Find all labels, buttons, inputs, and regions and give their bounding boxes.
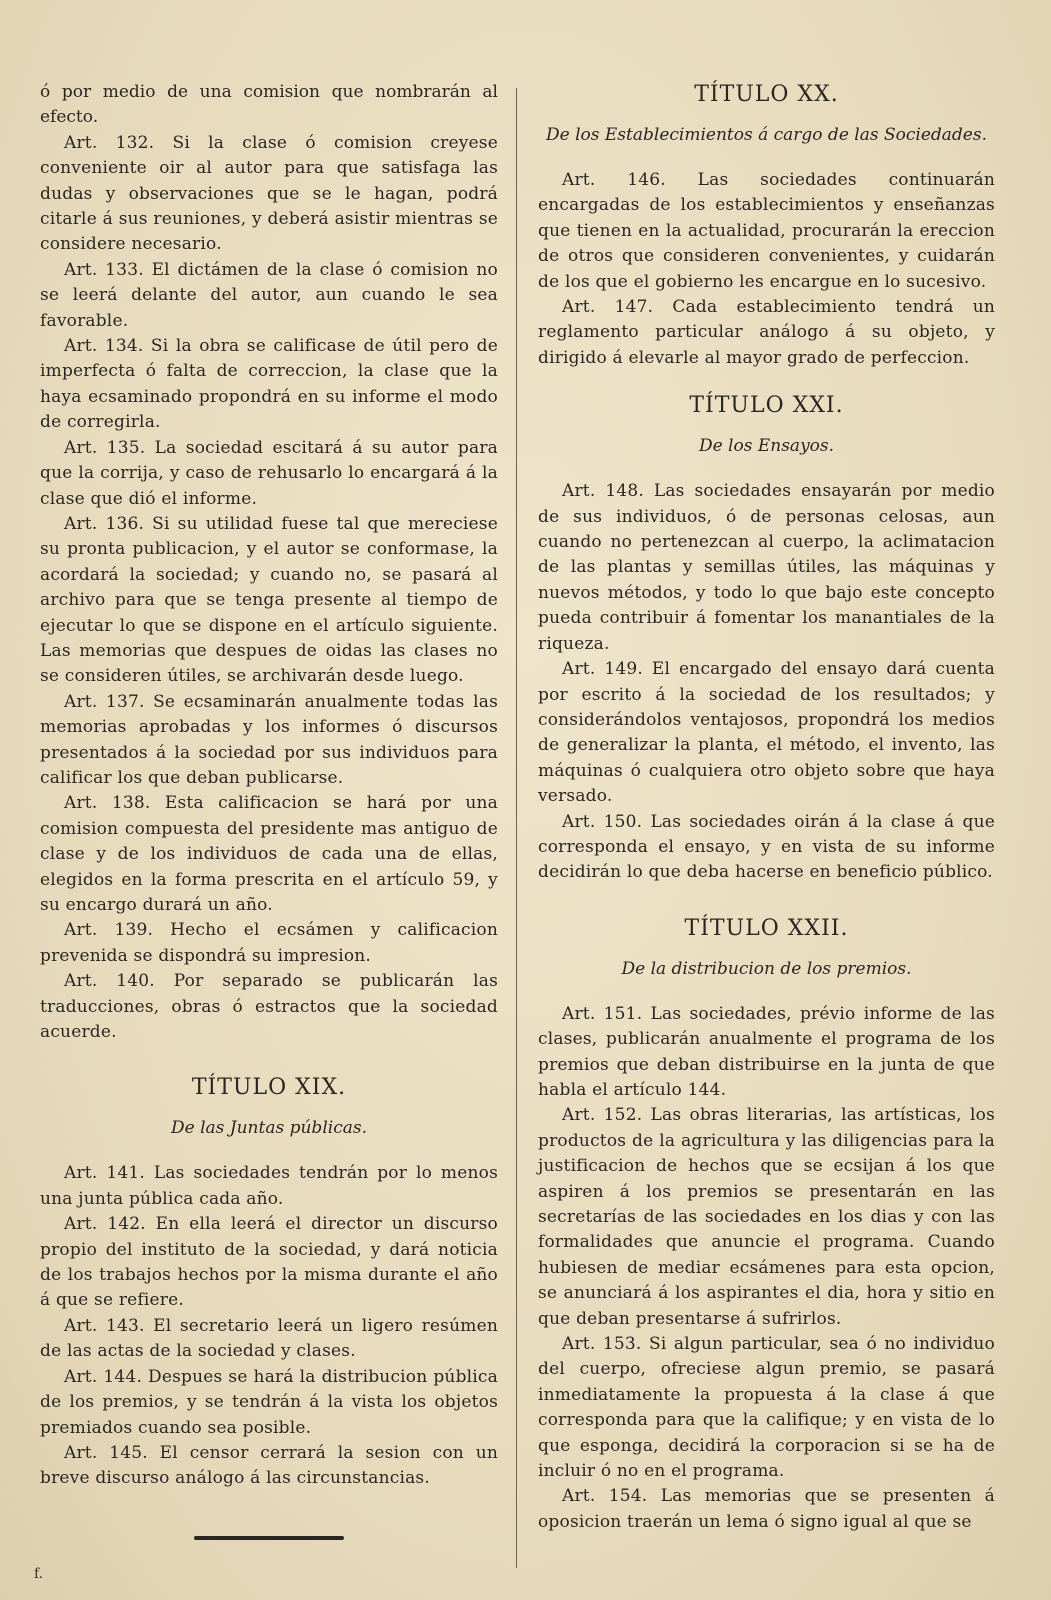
article-140: Art. 140. Por separado se publicarán las traducciones, obras ó estractos que la sociedad acuerde. (40, 971, 498, 1043)
article-136: Art. 136. Si su utilidad fuese tal que mereciese su pronta publicacion, y el autor se conformase, la acordará la sociedad; y cuando no, se pasará al archivo para que se tenga presente al tiempo de ejecutar lo que se dispone en el artículo siguiente. Las memorias que despues de oidas las clases no se consideren útiles, se archivarán desde luego. (40, 513, 498, 687)
article-151: Art. 151. Las sociedades, prévio informe de las clases, publicarán anualmente el programa de los premios que deban distribuirse en la junta de que habla el artículo 144. (538, 1003, 995, 1100)
titulo-xix-heading: TÍTULO XIX. (191, 1075, 347, 1101)
titulo-xix-subtitle: De las Juntas públicas. (171, 1118, 367, 1139)
right-column (538, 80, 995, 1535)
article-143: Art. 143. El secretario leerá un ligero resúmen de las actas de la sociedad y clases. (40, 1315, 498, 1362)
article-148: Art. 148. Las sociedades ensayarán por medio de sus individuos, ó de personas celosas, aun cuando no pertenezcan al cuerpo, la aclimatacion de las plantas y semillas útiles, las máquinas y nuevos métodos, y todo lo que bajo este concepto pueda contribuir á fomentar los manantiales de la riqueza. (538, 481, 995, 654)
article-150: Art. 150. Las sociedades oirán á la clase á que corresponda el ensayo, y en vista de su informe decidirán lo que deba hacerse en beneficio público. (538, 811, 995, 883)
titulo-xx-heading: TÍTULO XX. (694, 82, 839, 107)
article-139: Art. 139. Hecho el ecsámen y calificacion prevenida se dispondrá su impresion. (40, 920, 498, 966)
column-divider (516, 88, 517, 1568)
article-135: Art. 135. La sociedad escitará á su autor para que la corrija, y caso de rehusarlo lo encargará á la clase que dió el informe. (40, 437, 498, 509)
section-end-rule (194, 1536, 344, 1540)
article-152: Art. 152. Las obras literarias, las artísticas, los productos de la agricultura y las diligencias para la justificacion de hechos que se ecsijan á los que aspiren á los premios se presentarán en las secretarías de las sociedades en los dias y con las formalidades que anuncie el programa. Cuando hubiesen de mediar ecsámenes para esta opcion, se anunciará á los aspirantes el dia, hora y sitio en que deban presentarse á sufrirlos. (538, 1105, 995, 1329)
article-133: Art. 133. El dictámen de la clase ó comision no se leerá delante del autor, aun cuando le sea favorable. (40, 259, 498, 331)
intro-paragraph: ó por medio de una comision que nombrarán al efecto. (40, 82, 498, 128)
article-154: Art. 154. Las memorias que se presenten á oposicion traerán un lema ó signo igual al que se (538, 1486, 995, 1532)
titulo-xx-subtitle: De los Establecimientos á cargo de las Sociedades. (546, 125, 987, 145)
article-134: Art. 134. Si la obra se calificase de útil pero de imperfecta ó falta de correccion, la clase que la haya ecsaminado propondrá en su informe el modo de corregirla. (40, 336, 498, 433)
titulo-xxii-subtitle: De la distribucion de los premios. (621, 958, 912, 979)
article-153: Art. 153. Si algun particular, sea ó no individuo del cuerpo, ofreciese algun premio, se pasará inmediatamente la propuesta á la clase á que corresponda para que la califique; y en vista de lo que esponga, decidirá la corporacion si se ha de incluir ó no en el programa. (538, 1334, 995, 1482)
titulo-xxi-subtitle: De los Ensayos. (698, 436, 835, 457)
article-145: Art. 145. El censor cerrará la sesion con un breve discurso análogo á las circunstancias. (40, 1442, 498, 1489)
article-147: Art. 147. Cada establecimiento tendrá un reglamento particular análogo á su objeto, y dirigido á elevarle al mayor grado de perfeccion. (538, 297, 995, 368)
article-149: Art. 149. El encargado del ensayo dará cuenta por escrito á la sociedad de los resultados; y considerándolos ventajosos, propondrá los medios de generalizar la planta, el método, el invento, las máquinas ó cualquiera otro objeto sobre que haya versado. (538, 659, 995, 807)
article-142: Art. 142. En ella leerá el director un discurso propio del instituto de la sociedad, y dará noticia de los trabajos hechos por la misma durante el año á que se refiere. (40, 1214, 498, 1311)
titulo-xxi-heading: TÍTULO XXI. (689, 393, 844, 419)
article-144: Art. 144. Despues se hará la distribucion pública de los premios, y se tendrán á la vista los objetos premiados cuando sea posible. (40, 1366, 498, 1438)
article-137: Art. 137. Se ecsaminarán anualmente todas las memorias aprobadas y los informes ó discursos presentados á la sociedad por sus individuos para calificar los que deban publicarse. (40, 691, 498, 788)
article-138: Art. 138. Esta calificacion se hará por una comision compuesta del presidente mas antiguo de clase y de los individuos de cada una de ellas, elegidos en la forma prescrita en el artículo 59, y su encargo durará un año. (40, 793, 498, 915)
article-132: Art. 132. Si la clase ó comision creyese conveniente oir al autor para que satisfaga las dudas y observaciones que se le hagan, podrá citarle á sus reuniones, y deberá asistir mientras se considere necesario. (40, 132, 498, 255)
article-146: Art. 146. Las sociedades continuarán encargadas de los establecimientos y enseñanzas que tienen en la actualidad, procurarán la ereccion de otros que consideren convenientes, y cuidarán de los que el gobierno les encargue en lo sucesivo. (538, 170, 995, 292)
page-signature-mark: f. (34, 1566, 44, 1582)
article-141: Art. 141. Las sociedades tendrán por lo menos una junta pública cada año. (40, 1163, 498, 1209)
titulo-xxii-heading: TÍTULO XXII. (684, 915, 849, 941)
left-column (40, 80, 498, 1540)
